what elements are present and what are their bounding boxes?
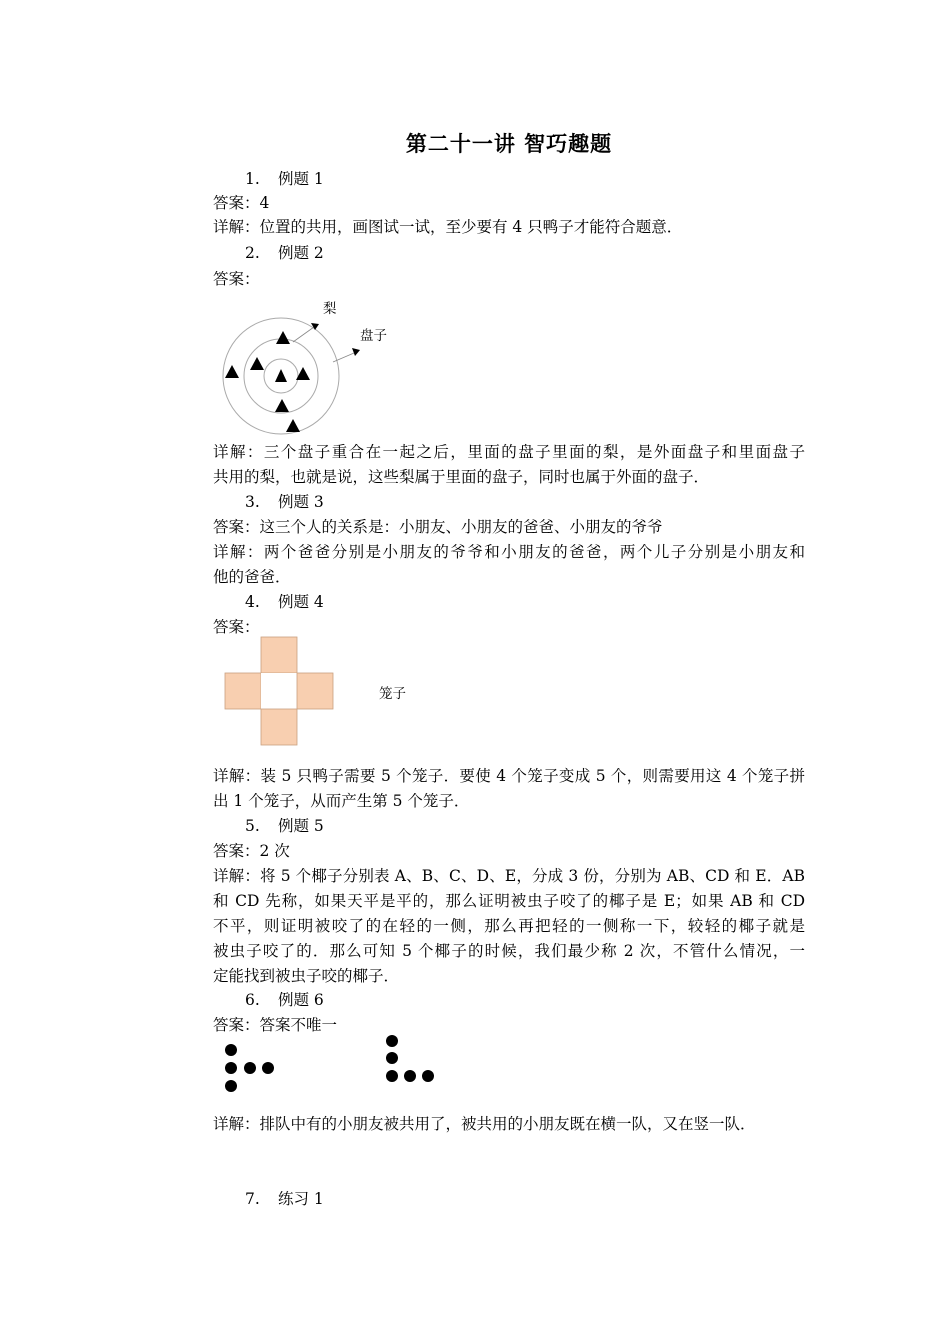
- child-dot: [225, 1080, 237, 1092]
- plates-pears-figure: [215, 290, 405, 440]
- pear-icon: [275, 369, 287, 382]
- item-6-detail: 详解：排队中有的小朋友被共用了，被共用的小朋友既在横一队，又在竖一队．: [213, 1115, 756, 1133]
- plate-label: 盘子: [360, 328, 387, 344]
- pear-icon: [276, 331, 290, 344]
- item-2-answer: 答案：: [213, 270, 260, 288]
- cage-left: [225, 673, 261, 709]
- item-1-heading: 1. 例题 1: [245, 170, 324, 188]
- item-3-heading: 3. 例题 3: [245, 493, 324, 511]
- item-4-heading: 4. 例题 4: [245, 593, 324, 611]
- cage-bottom: [261, 709, 297, 745]
- item-5-detail-line: 被虫子咬了的．那么可知 5 个椰子的时候，我们最少称 2 次，不管什么情况，一: [213, 942, 805, 960]
- children-arrangement-b: [380, 1030, 440, 1086]
- pear-icon: [250, 357, 264, 370]
- child-dot: [244, 1062, 256, 1074]
- pear-label: 梨: [323, 301, 337, 317]
- child-dot: [386, 1052, 398, 1064]
- cage-label: 笼子: [379, 686, 406, 702]
- child-dot: [225, 1062, 237, 1074]
- item-5-detail-line: 不平，则证明被咬了的在轻的一侧，那么再把轻的一侧称一下，较轻的椰子就是: [213, 917, 805, 935]
- item-5-detail-line: 和 CD 先称，如果天平是平的，那么证明被虫子咬了的椰子是 E；如果 AB 和 CD: [213, 892, 805, 910]
- child-dot: [225, 1044, 237, 1056]
- item-4-detail-line: 详解：装 5 只鸭子需要 5 个笼子．要使 4 个笼子变成 5 个，则需要用这 4 个笼子拼: [213, 767, 805, 785]
- item-5-heading: 5. 例题 5: [245, 817, 324, 835]
- item-7-heading: 7. 练习 1: [245, 1190, 324, 1208]
- pear-icon: [225, 365, 239, 378]
- cage-top: [261, 637, 297, 673]
- cage-right: [297, 673, 333, 709]
- item-4-detail-line: 出 1 个笼子，从而产生第 5 个笼子．: [213, 792, 470, 810]
- item-4-answer: 答案：: [213, 618, 260, 636]
- item-6-answer: 答案：答案不唯一: [213, 1016, 338, 1034]
- child-dot: [422, 1070, 434, 1082]
- page-title: 第二十一讲 智巧趣题: [405, 131, 613, 156]
- arrow-head-icon: [352, 348, 360, 356]
- item-3-detail-line: 他的爸爸．: [213, 568, 291, 586]
- cage-center: [261, 673, 297, 709]
- arrow-head-icon: [311, 323, 319, 330]
- item-3-detail-line: 详解：两个爸爸分别是小朋友的爷爷和小朋友的爸爸，两个儿子分别是小朋友和: [213, 543, 805, 561]
- item-2-detail-line: 详解：三个盘子重合在一起之后，里面的盘子里面的梨，是外面盘子和里面盘子: [213, 443, 805, 461]
- item-6-heading: 6. 例题 6: [245, 991, 324, 1009]
- pear-icon: [286, 419, 300, 432]
- item-5-detail-line: 详解：将 5 个椰子分别表 A、B、C、D、E，分成 3 份，分别为 AB、CD 和 E．AB: [213, 867, 805, 885]
- item-2-detail-line: 共用的梨，也就是说，这些梨属于里面的盘子，同时也属于外面的盘子．: [213, 468, 710, 486]
- pear-arrow-line: [293, 327, 314, 342]
- item-3-answer: 答案：这三个人的关系是：小朋友、小朋友的爸爸、小朋友的爷爷: [213, 518, 663, 536]
- item-5-answer: 答案：2 次: [213, 842, 290, 860]
- child-dot: [386, 1035, 398, 1047]
- child-dot: [262, 1062, 274, 1074]
- item-1-answer: 答案：4: [213, 194, 270, 212]
- item-2-heading: 2. 例题 2: [245, 244, 324, 262]
- item-1-detail: 详解：位置的共用，画图试一试，至少要有 4 只鸭子才能符合题意．: [213, 218, 683, 236]
- child-dot: [404, 1070, 416, 1082]
- children-arrangement-a: [220, 1040, 280, 1096]
- child-dot: [386, 1070, 398, 1082]
- pear-icon: [275, 399, 289, 412]
- item-5-detail-line: 定能找到被虫子咬的椰子．: [213, 967, 400, 985]
- cages-figure: [224, 636, 336, 748]
